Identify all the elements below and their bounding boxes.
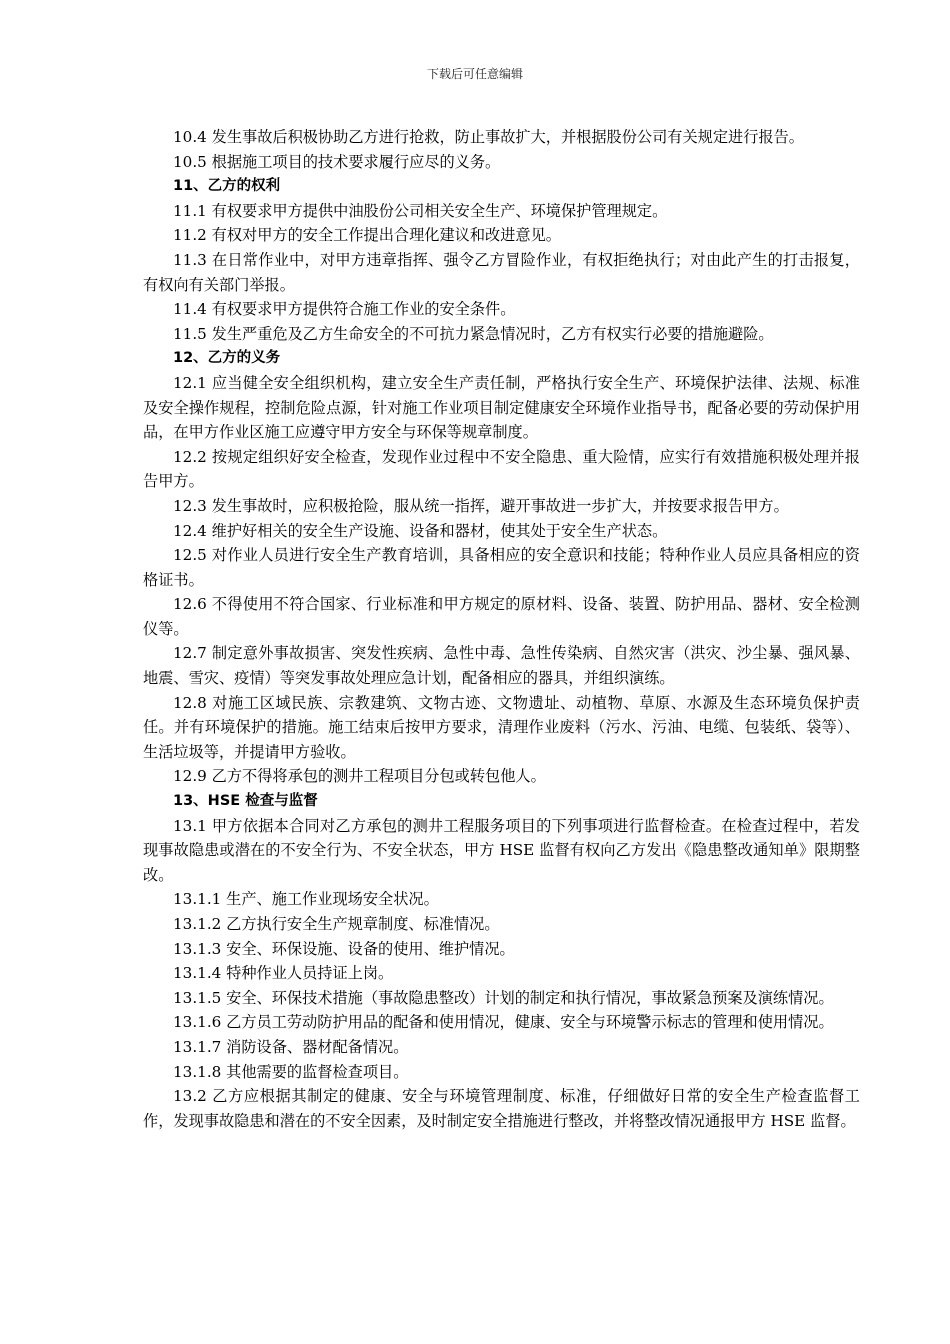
paragraph-13-1: 13.1 甲方依据本合同对乙方承包的测井工程服务项目的下列事项进行监督检查。在检查过程中，若发现事故隐患或潜在的不安全行为、不安全状态，甲方 HSE 监督有权向乙方发出《隐患整改通知单》限期整改。 (143, 816, 860, 884)
paragraph-11-4: 11.4 有权要求甲方提供符合施工作业的安全条件。 (173, 300, 516, 319)
paragraph-12-1: 12.1 应当健全安全组织机构，建立安全生产责任制，严格执行安全生产、环境保护法律、法规、标准及安全操作规程，控制危险点源，针对施工作业项目制定健康安全环境作业指导书，配备必要的劳动保护用品，在甲方作业区施工应遵守甲方安全与环保等规章制度。 (143, 373, 860, 442)
paragraph-10-4: 10.4 发生事故后积极协助乙方进行抢救，防止事故扩大，并根据股份公司有关规定进行报告。 (173, 128, 804, 146)
paragraph-13-1-4: 13.1.4 特种作业人员持证上岗。 (173, 964, 394, 983)
paragraph-12-8: 12.8 对施工区域民族、宗教建筑、文物古迹、文物遗址、动植物、草原、水源及生态环境负保护责任。并有环境保护的措施。施工结束后按甲方要求，清理作业废料（污水、污油、电缆、包装纸、袋等）、生活垃圾等，并提请甲方验收。 (143, 693, 860, 761)
paragraph-13-1-6: 13.1.6 乙方员工劳动防护用品的配备和使用情况，健康、安全与环境警示标志的管理和使用情况。 (173, 1013, 834, 1032)
paragraph-13-2: 13.2 乙方应根据其制定的健康、安全与环境管理制度、标准，仔细做好日常的安全生产检查监督工作，发现事故隐患和潜在的不安全因素，及时制定安全措施进行整改，并将整改情况通报甲方 HSE 监督。 (143, 1087, 860, 1130)
paragraph-12-7: 12.7 制定意外事故损害、突发性疾病、急性中毒、急性传染病、自然灾害（洪灾、沙尘暴、强风暴、地震、雪灾、疫情）等突发事故处理应急计划，配备相应的器具，并组织演练。 (143, 644, 860, 688)
paragraph-12-2: 12.2 按规定组织好安全检查，发现作业过程中不安全隐患、重大险情，应实行有效措施积极处理并报告甲方。 (143, 447, 860, 491)
paragraph-11-1: 11.1 有权要求甲方提供中油股份公司相关安全生产、环境保护管理规定。 (173, 201, 668, 220)
paragraph-12-9: 12.9 乙方不得将承包的测井工程项目分包或转包他人。 (173, 767, 546, 786)
paragraph-13-1-3: 13.1.3 安全、环保设施、设备的使用、维护情况。 (173, 939, 515, 958)
paragraph-13-1-7: 13.1.7 消防设备、器材配备情况。 (173, 1037, 409, 1056)
paragraph-12-3: 12.3 发生事故时，应积极抢险，服从统一指挥，避开事故进一步扩大，并按要求报告甲方。 (173, 496, 789, 515)
document-body (143, 125, 860, 1133)
paragraph-11-5: 11.5 发生严重危及乙方生命安全的不可抗力紧急情况时，乙方有权实行必要的措施避险。 (173, 324, 774, 343)
paragraph-13-1-2: 13.1.2 乙方执行安全生产规章制度、标准情况。 (173, 915, 500, 933)
page-header-note: 下载后可任意编辑 (426, 67, 523, 81)
paragraph-10-5: 10.5 根据施工项目的技术要求履行应尽的义务。 (173, 152, 501, 171)
section-heading-11: 11、乙方的权利 (173, 178, 281, 195)
paragraph-12-6: 12.6 不得使用不符合国家、行业标准和甲方规定的原材料、设备、装置、防护用品、器材、安全检测仪等。 (143, 595, 860, 638)
paragraph-13-1-5: 13.1.5 安全、环保技术措施（事故隐患整改）计划的制定和执行情况，事故紧急预案及演练情况。 (173, 988, 834, 1007)
section-heading-12: 12、乙方的义务 (173, 350, 281, 367)
paragraph-12-4: 12.4 维护好相关的安全生产设施、设备和器材，使其处于安全生产状态。 (173, 521, 668, 540)
paragraph-11-3: 11.3 在日常作业中，对甲方违章指挥、强令乙方冒险作业，有权拒绝执行；对由此产生的打击报复，有权向有关部门举报。 (143, 250, 860, 294)
paragraph-13-1-1: 13.1.1 生产、施工作业现场安全状况。 (173, 890, 439, 909)
paragraph-11-2: 11.2 有权对甲方的安全工作提出合理化建议和改进意见。 (173, 226, 561, 245)
section-heading-13: 13、HSE 检查与监督 (173, 793, 318, 810)
paragraph-12-5: 12.5 对作业人员进行安全生产教育培训，具备相应的安全意识和技能；特种作业人员应具备相应的资格证书。 (143, 546, 860, 589)
paragraph-13-1-8: 13.1.8 其他需要的监督检查项目。 (173, 1062, 409, 1081)
